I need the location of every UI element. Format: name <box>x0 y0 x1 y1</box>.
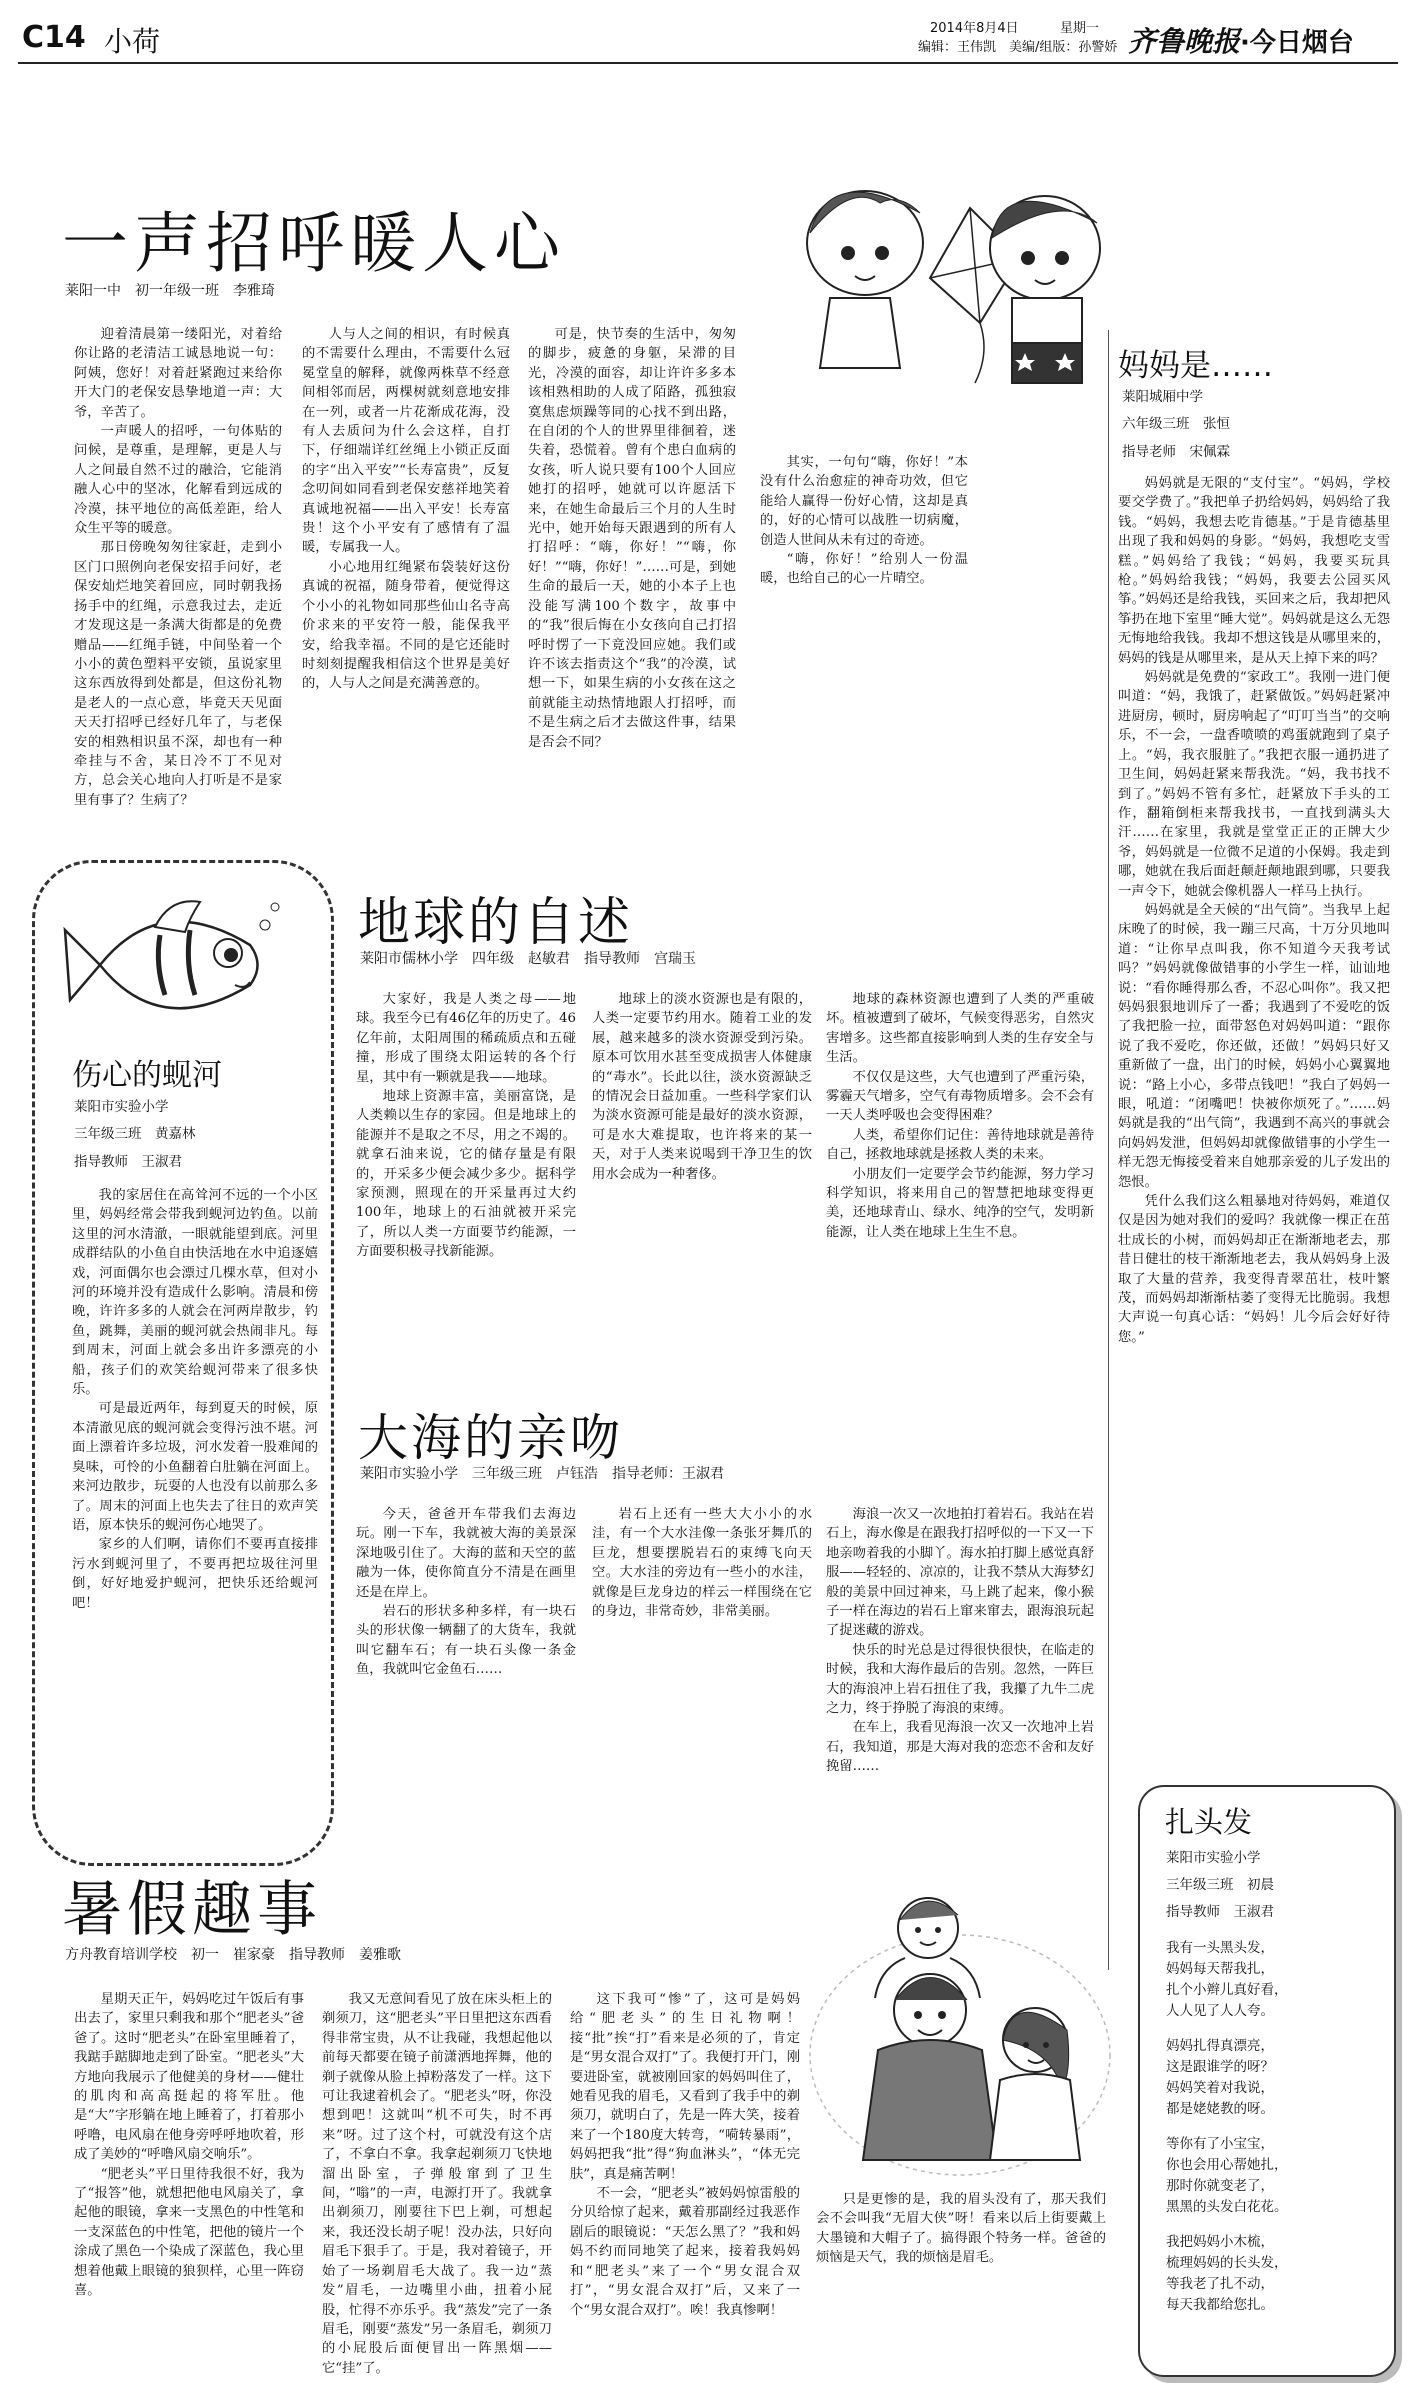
header-editors: 编辑：王伟凯 美编/组版：孙警娇 <box>918 40 1118 55</box>
article1-p8: “嗨，你好！”给别人一份温暖，也给自己的心一片晴空。 <box>760 552 968 587</box>
article7-col1 <box>74 1990 304 2375</box>
section-name: 小荷 <box>104 25 161 58</box>
article1-byline: 莱阳一中 初一年级一班 李雅琦 <box>65 283 275 299</box>
article1-col1 <box>74 325 282 817</box>
article4-school: 莱阳市实验小学 <box>74 1099 169 1115</box>
article1-p1: 迎着清晨第一缕阳光，对着给你让路的老清洁工诚恳地说一句：阿姨，您好！对着赶紧跑过来给你开大门的老保安恳挚地道一声：大爷，辛苦了。 <box>74 327 282 420</box>
article2-p1: 妈妈就是无限的“支付宝”。“妈妈，学校要交学费了。”我把单子扔给妈妈，妈妈给了我钱。“妈妈，我想去吃肯德基。”于是肯德基里出现了我和妈妈的身影。“妈妈，我想吃支雪糕。”妈妈给了我钱；“妈妈，我要买玩具枪。”妈妈给我钱；“妈妈，我要去公园买风筝。”妈妈还是给我钱，买回来之后，我却把风筝扔在地下室里“睡大觉”。妈妈就是这么无怨无悔地给我钱。我却不想这钱是从哪里来的，妈妈的钱是从哪里来，是从天上掉下来的吗？ <box>1118 476 1390 666</box>
article5-p2: 岩石的形状多种多样，有一块石头的形状像一辆翻了的大货车，我就叫它翻车石；有一块石头像一条金鱼，我就叫它金鱼石…… <box>356 1604 576 1678</box>
page-code: C14 <box>22 20 86 55</box>
cartoon-fish-icon <box>60 885 290 1045</box>
poem-line: 妈妈扎得真漂亮， <box>1166 2038 1274 2054</box>
poem-line: 人人见了人人夸。 <box>1166 2003 1274 2019</box>
article4-title: 伤心的蚬河 <box>72 1058 222 1093</box>
poem-line: 每天我都给您扎。 <box>1166 2297 1274 2313</box>
article6-school: 莱阳市实验小学 <box>1166 1850 1261 1866</box>
article7-byline: 方舟教育培训学校 初一 崔家豪 指导教师 姜雅歌 <box>65 1947 401 1963</box>
article5-p6: 在车上，我看见海浪一次又一次地冲上岩石，我知道，那是大海对我的恋恋不舍和友好挽留…… <box>826 1720 1094 1775</box>
article5-col1 <box>356 1505 576 1865</box>
article1-p5: 小心地用红绳紧布袋装好这份真诚的祝福，随身带着，便觉得这个小小的礼物如同那些仙山名寺高价求来的平安符一般，能保我平安，给我幸福。不同的是它还能时时刻刻提醒我相信这个世界是美好的，人与人之间是充满善意的。 <box>302 559 510 692</box>
article3-col3 <box>826 990 1094 1372</box>
header-rule <box>18 62 1398 64</box>
article3-byline: 莱阳市儒林小学 四年级 赵敏君 指导教师 宫瑞玉 <box>360 951 696 967</box>
poem-line: 等我老了扎不动， <box>1166 2276 1274 2292</box>
article3-p5: 不仅仅是这些，大气也遭到了严重污染，雾霾天气增多，空气有毒物质增多。会不会有一天人类呼吸也会变得困难？ <box>826 1069 1094 1124</box>
page-header <box>0 0 1417 62</box>
poem-line: 黑黑的头发白花花。 <box>1166 2199 1288 2215</box>
masthead-logo <box>1128 20 1354 60</box>
article4-teacher: 指导教师 王淑君 <box>74 1154 182 1170</box>
article4-body <box>72 1186 318 1836</box>
article1-col3 <box>528 325 736 817</box>
poem-stanza <box>1166 1938 1376 2022</box>
article5-byline: 莱阳市实验小学 三年级三班 卢钰浩 指导老师：王淑君 <box>360 1466 724 1482</box>
article3-title: 地球的自述 <box>358 893 634 953</box>
article1-p6: 可是，快节奏的生活中，匆匆的脚步，疲惫的身躯，呆滞的目光，冷漠的面容，却让许许多多本该相熟相助的人成了陌路，孤独寂寞焦虑烦躁等同的心找不到出路，在自闭的个人的世界里徘徊着，迷失着，恐慌着。曾有个患白血病的女孩，听人说只要有100个人回应她打的招呼，她就可以许愿活下来，在她生命最后三个月的人生时光中，她开始每天跟遇到的所有人打招呼：“嗨，你好！”“嗨，你好！”“嗨，你好！”……可是，到她生命的最后一天，她的小本子上也没能写满100个数字，故事中的“我”很后悔在小女孩向自己打招呼时愣了一下竟没回应她。我们或许不该去指责这个“我”的冷漠，试想一下，如果生病的小女孩在这之前就能主动热情地跟人打招呼，而不是生病之后才去做这件事，结果是否会不同？ <box>528 327 736 750</box>
article1-p3: 那日傍晚匆匆往家赶，走到小区门口照例向老保安招手问好，老保安灿烂地笑着回应，同时朝我扬扬手中的红绳，示意我过去，走近才发现这是一条满大街都是的免费赠品——红绳手链，中间坠着一个小小的黄色塑料平安锁，虽说家里这东西放得到处都是，但这份礼物是老人的一点心意，毕竟天天见面天天打招呼已经好几年了，与老保安的相熟相识虽不深，却也有一种牵挂与不舍，某日冷不丁不见对方，总会关心地向人打听是不是家里有事了？生病了？ <box>74 540 282 808</box>
article7-p4: 这下我可“惨”了，这可是妈妈给“肥老头”的生日礼物啊！接“批”挨“打”看来是必须的了，肯定是“男女混合双打”了。我便打开门，刚要进卧室，就被刚回家的妈妈叫住了，她看见我的眉毛，又看到了我手中的剃须刀，就明白了，先是一阵大笑，接着来了一个180度大转弯，“嗬转暴雨”，妈妈把我“批”得“狗血淋头”，“体无完肤”，真是痛苦啊！ <box>570 1992 800 2182</box>
children-with-kite-icon <box>780 148 1120 398</box>
article2-divider <box>1108 330 1109 1970</box>
article5-col3 <box>826 1505 1094 1865</box>
article2-p3: 妈妈就是全天候的“出气筒”。当我早上起床晚了的时候，我一蹦三尺高，十万分贝地叫道：“让你早点叫我，你不知道今天我考试吗？”妈妈就像做错事的小学生一样，讪讪地说：“看你睡得那么香，不忍心叫你”。我又把妈妈狠狠地训斥了一番；我遇到了不爱吃的饭了我把脸一拉，面带怒色对妈妈叫道：“跟你说了我不爱吃，你还做，还做！”妈妈只好又重新做了一盘，出门的时候，妈妈小心翼翼地说：“路上小心，多带点钱吧！”我白了妈妈一眼，吼道：“闭嘴吧！快被你烦死了。”……妈妈就是我的“出气筒”，我遇到不高兴的事就会向妈妈发泄，但妈妈却就像做错事的小学生一样无怨无悔接受着来自她那亲爱的儿子发出的怨恨。 <box>1118 902 1390 1190</box>
article2-p2: 妈妈就是免费的“家政工”。我刚一进门便叫道：“妈，我饿了，赶紧做饭。”妈妈赶紧冲进厨房，顿时，厨房响起了“叮叮当当”的交响乐，不一会，一盘香喷喷的鸡蛋就跑到了桌子上。“妈，我衣服脏了。”我把衣服一通扔进了卫生间，妈妈赶紧来帮我洗。“妈，我书找不到了。”妈妈不管有多忙，赶紧放下手头的工作，翻箱倒柜来帮我找书，一直找到满头大汗……在家里，我就是堂堂正正的正牌大少爷，妈妈就是一位微不足道的小保姆。我走到哪，她就在我后面赶颠赶颠地跟到哪，只要我一声令下，她就会像机器人一样马上执行。 <box>1118 670 1390 899</box>
article7-title: 暑假趣事 <box>62 1875 322 1945</box>
article2-school: 莱阳城厢中学 <box>1122 389 1203 405</box>
article4-p1: 我的家居住在高耸河不远的一个小区里，妈妈经常会带我到蚬河边钓鱼。以前这里的河水清澈，一眼就能望到底。河里成群结队的小鱼自由快活地在水中追逐嬉戏，河面偶尔也会漂过几棵水草，但对小河的环境并没有造成什么影响。清晨和傍晚，许许多多的人就会在河两岸散步，钓鱼，跳舞，美丽的蚬河就会热闹非凡。每到周末，河面上就会多出许多漂亮的小船，孩子们的欢笑给蚬河带来了很多快乐。 <box>72 1188 318 1398</box>
article5-title: 大海的亲吻 <box>358 1409 623 1467</box>
article3-p7: 小朋友们一定要学会节约能源，努力学习科学知识，将来用自己的智慧把地球变得更美，还地球青山、绿水、纯净的空气，发明新能源，让人类在地球上生生不息。 <box>826 1166 1094 1240</box>
article6-title: 扎头发 <box>1165 1805 1253 1839</box>
poem-line: 妈妈每天帮我扎， <box>1166 1961 1274 1977</box>
article7-p5: 不一会，“肥老头”被妈妈惊雷般的分贝给惊了起来，戴着那副经过我恶作剧后的眼镜说：“天怎么黑了？”我和妈妈不约而同地笑了起来，接着我妈妈和“肥老头”来了一个“男女混合双打”，“男女混合双打”后，又来了一个“男女混合双打”。唉！我真惨啊！ <box>570 2186 800 2318</box>
article7-p2: “肥老头”平日里待我很不好，我为了“报答”他，就想把他电风扇关了，拿起他的眼镜，拿来一支黑色的中性笔和一支深蓝色的中性笔，把他的镜片一个涂成了黑色一个染成了深蓝色，我心里想着他戴上眼镜的狼狈样，心里一阵窃喜。 <box>74 2166 304 2299</box>
article7-p6: 只是更惨的是，我的眉头没有了，那天我们会不会叫我“无眉大侠”呀！看来以后上街要戴上大墨镜和大帽子了。搞得跟个特务一样。爸爸的烦恼是天气，我的烦恼是眉毛。 <box>816 2192 1106 2266</box>
poem-line: 我把妈妈小木梳， <box>1166 2234 1274 2250</box>
article5-col2 <box>592 1505 812 1865</box>
header-weekday: 星期一 <box>1060 21 1100 36</box>
article7-col2 <box>322 1990 552 2375</box>
article1-col2 <box>302 325 510 817</box>
poem-line: 你也会用心帮她扎， <box>1166 2157 1288 2173</box>
article6-grade: 三年级三班 初晨 <box>1166 1877 1274 1893</box>
poem-line: 等你有了小宝宝， <box>1166 2136 1274 2152</box>
article1-p7: 其实，一句句“嗨，你好！”本没有什么治愈症的神奇功效，但它能给人赢得一份好心情，这却是真的，好的心情可以战胜一切病魔，创造人世间从未有过的奇迹。 <box>760 455 968 548</box>
article7-p1: 星期天正午，妈妈吃过午饭后有事出去了，家里只剩我和那个“肥老头”爸爸了。这时“肥老头”在卧室里睡着了，我踮手踮脚地走到了卧室。“肥老头”大方地向我展示了他健美的身材——健壮的肌肉和高高挺起的将军肚。他是“大”字形躺在地上睡着了，打着那小呼噜，电风扇在他身旁呼呼地吹着，形成了美妙的“呼噜风扇交响乐”。 <box>74 1992 304 2163</box>
article1-col4 <box>760 453 968 817</box>
article4-p3: 家乡的人们啊，请你们不要再直接排污水到蚬河里了，不要再把垃圾往河里倒，好好地爱护蚬河，把快乐还给蚬河吧！ <box>72 1537 318 1611</box>
article2-title: 妈妈是…… <box>1118 348 1273 384</box>
article3-col2 <box>592 990 812 1372</box>
masthead-suffix: ·今日烟台 <box>1240 28 1354 58</box>
article3-p2: 地球上资源丰富，美丽富饶，是人类赖以生存的家园。但是地球上的能源并不是取之不尽，用之不竭的。就拿石油来说，它的储存量是有限的，开采多少便会减少多少。据科学家预测，照现在的开采量再过大约100年，地球上的石油就被开采完了，所以人类一方面要节约能源，一方面要积极寻找新能源。 <box>356 1089 576 1260</box>
article6-teacher: 指导教师 王淑君 <box>1166 1904 1274 1920</box>
poem-line: 梳理妈妈的长头发， <box>1166 2255 1288 2271</box>
article5-p1: 今天，爸爸开车带我们去海边玩。刚一下车，我就被大海的美景深深地吸引住了。大海的蓝和天空的蓝融为一体，使你简直分不清是在画里还是在岸上。 <box>356 1507 576 1600</box>
header-date: 2014年8月4日 <box>930 21 1019 36</box>
poem-stanza <box>1166 2036 1376 2120</box>
poem-stanza <box>1166 2134 1376 2218</box>
article2-body <box>1118 474 1390 1969</box>
poem-line: 扎个小辫儿真好看， <box>1166 1982 1288 1998</box>
article1-title: 一声招呼暖人心 <box>62 205 566 282</box>
article2-p4: 凭什么我们这么粗暴地对待妈妈，难道仅仅是因为她对我们的爱吗？我就像一棵正在茁壮成长的小树，而妈妈却正在渐渐地老去，那昔日健壮的枝干渐渐地老去，我从妈妈身上汲取了大量的营养，我变得青翠茁壮，枝叶繁茂，而妈妈却渐渐枯萎了变得无比脆弱。我想大声说一句真心话：“妈妈！儿今后会好好待您。” <box>1118 1194 1390 1345</box>
article3-col1 <box>356 990 576 1372</box>
article4-p2: 可是最近两年，每到夏天的时候，原本清澈见底的蚬河就会变得污浊不堪。河面上漂着许多垃圾，河水发着一股难闻的臭味，可怜的小鱼翻着白肚躺在河面上。来河边散步，玩耍的人也没有以前那么多了。周末的河面上也失去了往日的欢声笑语，原本快乐的蚬河伤心地哭了。 <box>72 1401 318 1533</box>
poem-line: 都是姥姥教的呀。 <box>1166 2101 1274 2117</box>
article3-p1: 大家好，我是人类之母——地球。我至今已有46亿年的历史了。46亿年前，太阳周围的稀疏质点和五碰撞，形成了围绕太阳运转的各个行星，其中有一颗就是我——地球。 <box>356 992 576 1085</box>
masthead-name: 齐鲁晚报 <box>1128 25 1241 58</box>
article7-col4 <box>816 2190 1106 2375</box>
poem-line: 我有一头黑头发， <box>1166 1940 1274 1956</box>
article1-p2: 一声暖人的招呼，一句体贴的问候，是尊重，是理解，更是人与人之间最自然不过的融洽，它能消融人心中的坚冰，化解看到远成的冷漠，抹平地位的高低差距，给人众生平等的暖意。 <box>74 424 282 537</box>
article4-grade: 三年级三班 黄嘉林 <box>74 1126 196 1142</box>
father-carrying-child-icon <box>800 1880 1120 2180</box>
poem-line: 妈妈笑着对我说， <box>1166 2080 1274 2096</box>
article3-p4: 地球的森林资源也遭到了人类的严重破坏。植被遭到了破坏，气候变得恶劣，自然灾害增多。这些都直接影响到人类的生存安全与生活。 <box>826 992 1094 1066</box>
article2-teacher: 指导老师 宋佩霖 <box>1122 444 1230 460</box>
poem-stanza <box>1166 2232 1376 2316</box>
poem-line: 这是跟谁学的呀？ <box>1166 2059 1274 2075</box>
article7-p3: 我又无意间看见了放在床头柜上的剃须刀，这“肥老头”平日里把这东西看得非常宝贵，从不让我碰，我想起他以前每天都要在镜子前潇洒地挥舞，他的剃子就像从脸上掉粉落发了一样。这下可让我逮着机会了。“肥老头”呀，你没想到吧！这就叫“机不可失，时不再来”呀。过了这个村，可就没有这个店了，不拿白不拿。我拿起剃须刀飞快地溜出卧室，子弹般窜到了卫生间，“嗡”的一声，电源打开了。我就拿出剃须刀，刚要往下巴上剃，可想起来，我还没长胡子呢！没办法，只好向眉毛下狠手了。于是，我对着镜子，开始了一场剃眉毛大战了。我一边“蒸发”眉毛，一边嘴里小曲，扭着小屁股，忙得不亦乐乎。我“蒸发”完了一条眉毛，刚要“蒸发”另一条眉毛，剃须刀的小屁股后面便冒出一阵黑烟——它“挂”了。 <box>322 1992 552 2375</box>
article7-col3 <box>570 1990 800 2375</box>
article5-p3: 岩石上还有一些大大小小的水洼，有一个大水洼像一条张牙舞爪的巨龙，想要摆脱岩石的束缚飞向天空。大水洼的旁边有一些小的水洼，就像是巨龙身边的样云一样围绕在它的身边，非常奇妙，非常美丽。 <box>592 1507 812 1620</box>
article3-p3: 地球上的淡水资源也是有限的，人类一定要节约用水。随着工业的发展，越来越多的淡水资源受到污染。原本可饮用水甚至变成损害人体健康的“毒水”。长此以往，淡水资源缺乏的情况会日益加重。一些科学家们认为淡水资源可能是最好的淡水资源，可是水大难提取，也许将来的某一天，对于人类来说喝到干净卫生的饮用水会成为一种奢侈。 <box>592 992 812 1182</box>
article3-p6: 人类，希望你们记住：善待地球就是善待自己，拯救地球就是拯救人类的未来。 <box>826 1127 1094 1163</box>
article6-poem <box>1166 1938 1376 2316</box>
article5-p5: 快乐的时光总是过得很快很快，在临走的时候，我和大海作最后的告别。忽然，一阵巨大的海浪冲上岩石扭住了我，我攥了九牛二虎之力，终于挣脱了海浪的束缚。 <box>826 1642 1094 1717</box>
article5-p4: 海浪一次又一次地拍打着岩石。我站在岩石上，海水像是在跟我打招呼似的一下又一下地亲吻着我的小脚丫。海水拍打脚上感觉真舒服——轻轻的、凉凉的，让我不禁从大海梦幻般的美景中回过神来，马上跳了起来，像小猴子一样在海边的岩石上窜来窜去，跟海浪玩起了捉迷藏的游戏。 <box>826 1507 1094 1639</box>
article1-p4: 人与人之间的相识，有时候真的不需要什么理由，不需要什么冠冕堂皇的解释，就像两株草不经意间相邻而居，两棵树就刻意地安排在一列，或者一片花渐成花海，没有人去质问为什么会这样，自打下，仔细端详红丝绳上小锁正反面的字“出入平安”“长寿富贵”，反复念叨间如同看到老保安慈祥地笑着真诚地祝福——出入平安！长寿富贵！这个小平安有了感情有了温暖，专属我一人。 <box>302 327 510 556</box>
article2-grade: 六年级三班 张恒 <box>1122 416 1230 432</box>
poem-line: 那时你就变老了， <box>1166 2178 1274 2194</box>
